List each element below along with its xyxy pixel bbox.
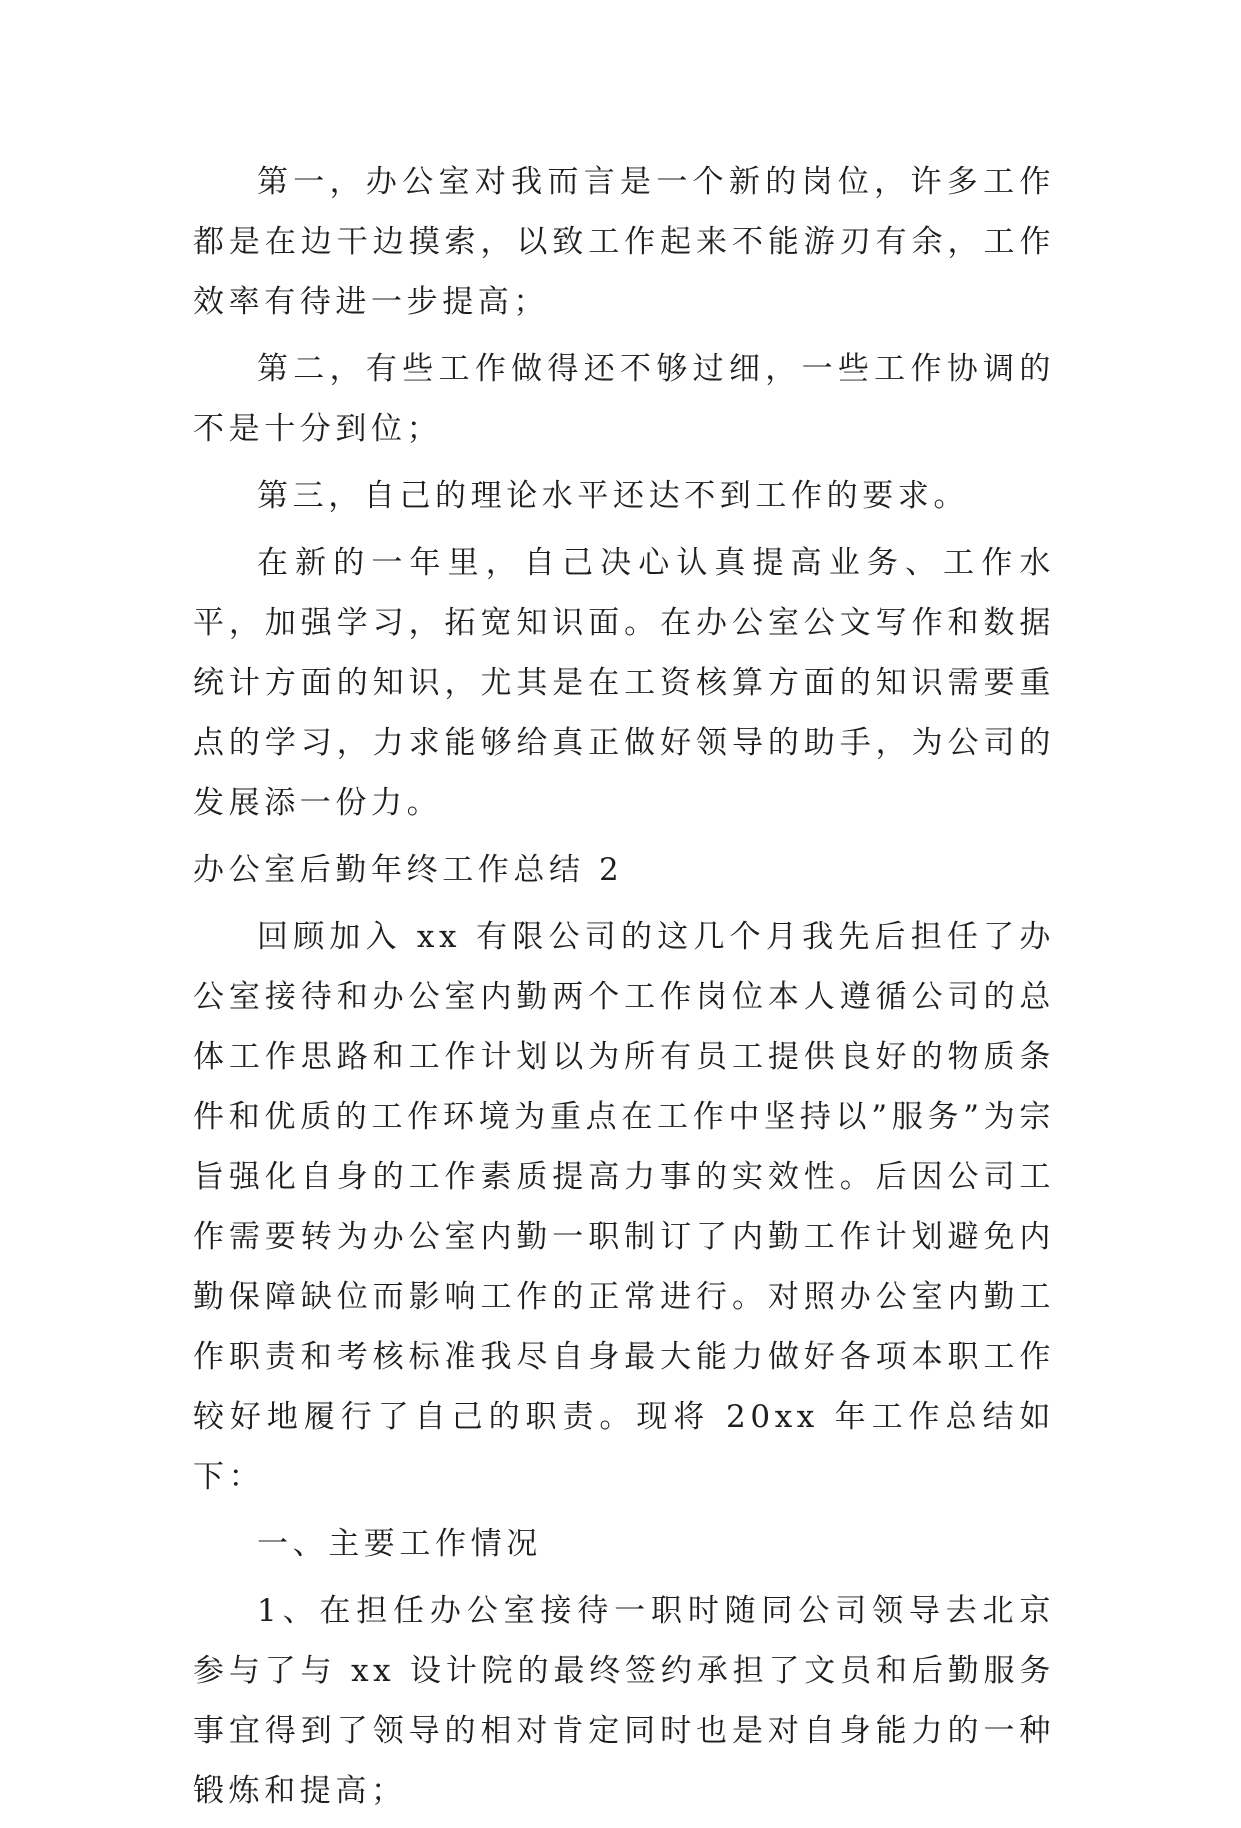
paragraph-new-year-plan: 在新的一年里，自己决心认真提高业务、工作水平，加强学习，拓宽知识面。在办公室公文写作和数据统计方面的知识，尤其是在工资核算方面的知识需要重点的学习，力求能够给真正做好领导的助手，为公司的发展添一份力。	[193, 545, 1055, 821]
paragraph-shortcoming-2: 第二，有些工作做得还不够过细，一些工作协调的不是十分到位；	[193, 351, 1055, 447]
paragraph-work-item-1: 1、在担任办公室接待一职时随同公司领导去北京参与了与 xx 设计院的最终签约承担了文员和后勤服务事宜得到了领导的相对肯定同时也是对自身能力的一种锻炼和提高；	[193, 1593, 1055, 1809]
paragraph-shortcoming-1: 第一，办公室对我而言是一个新的岗位，许多工作都是在边干边摸索，以致工作起来不能游刃有余，工作效率有待进一步提高；	[193, 164, 1055, 320]
paragraph-review: 回顾加入 xx 有限公司的这几个月我先后担任了办公室接待和办公室内勤两个工作岗位本人遵循公司的总体工作思路和工作计划以为所有员工提供良好的物质条件和优质的工作环境为重点在工作中坚持以”服务”为宗旨强化自身的工作素质提高力事的实效性。后因公司工作需要转为办公室内勤一职制订了内勤工作计划避免内勤保障缺位而影响工作的正常进行。对照办公室内勤工作职责和考核标准我尽自身最大能力做好各项本职工作较好地履行了自己的职责。现将 20xx 年工作总结如下：	[193, 919, 1055, 1495]
subheading-main-work: 一、主要工作情况	[257, 1526, 542, 1562]
paragraph-shortcoming-3: 第三，自己的理论水平还达不到工作的要求。	[257, 478, 969, 514]
section-title: 办公室后勤年终工作总结 2	[193, 852, 624, 888]
document-body	[193, 152, 1055, 1828]
